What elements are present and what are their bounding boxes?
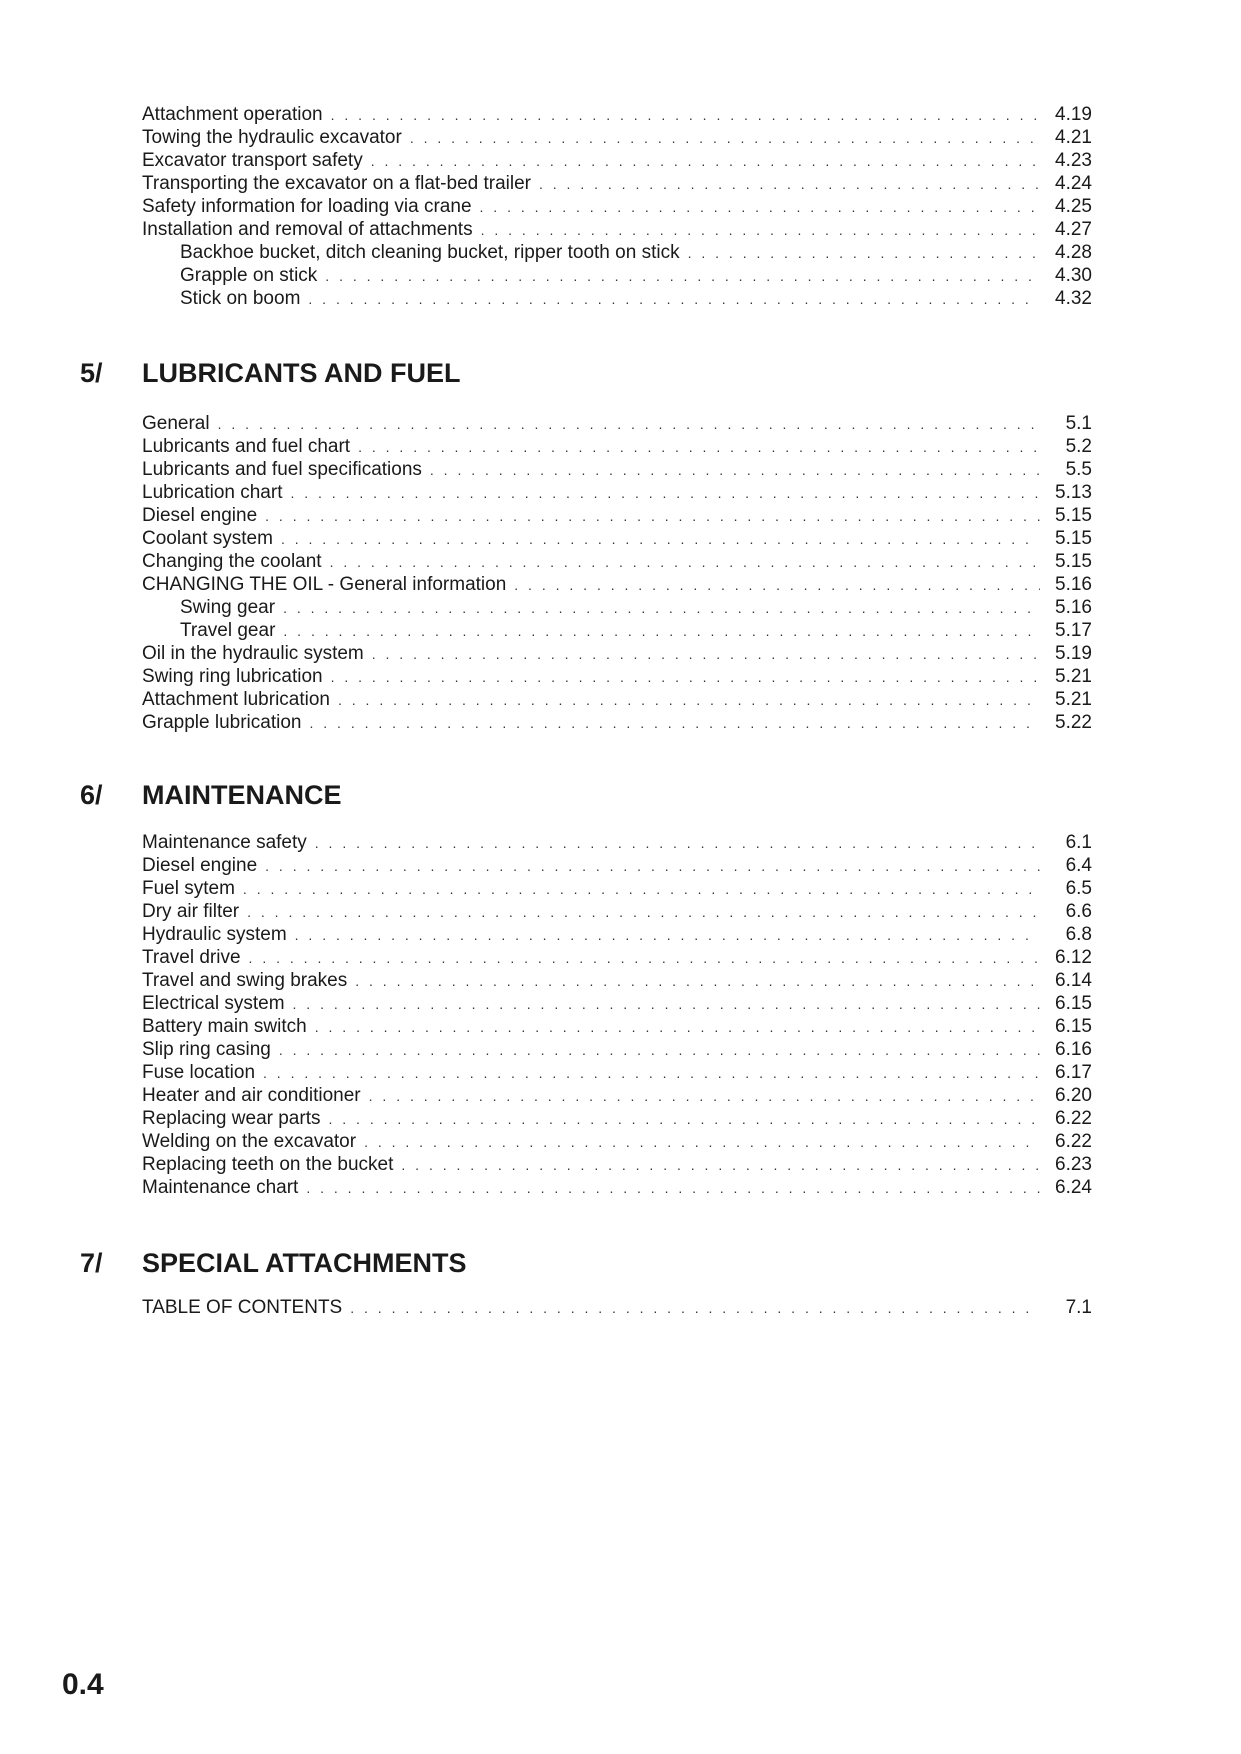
toc-entry-title: Towing the hydraulic excavator	[142, 127, 402, 148]
toc-entry	[142, 877, 1092, 900]
toc-entry	[142, 126, 1092, 149]
toc-entry-title: Attachment lubrication	[142, 689, 330, 710]
toc-entry	[142, 946, 1092, 969]
toc-entry-title: Grapple on stick	[180, 265, 318, 286]
dot-leader	[315, 832, 1040, 855]
dot-leader	[283, 597, 1040, 620]
toc-entry-title: Travel and swing brakes	[142, 970, 348, 991]
toc-entry	[142, 218, 1092, 241]
toc-entry	[142, 711, 1092, 734]
toc-subentry	[142, 287, 1092, 310]
dot-leader	[430, 459, 1040, 482]
toc-entry-title: Safety information for loading via crane	[142, 196, 472, 217]
toc-entry	[142, 923, 1092, 946]
toc-entry-title: Heater and air conditioner	[142, 1085, 361, 1106]
toc-entry-page: 7.1	[1065, 1297, 1092, 1318]
dot-leader	[265, 505, 1040, 528]
toc-entry-title: Fuse location	[142, 1062, 256, 1083]
toc-entry-title: Slip ring casing	[142, 1039, 271, 1060]
toc-entry	[142, 527, 1092, 550]
toc-entry-page: 6.4	[1065, 855, 1092, 876]
toc-entry-page: 6.22	[1055, 1108, 1092, 1129]
section-number: 7/	[80, 1248, 103, 1278]
toc-entry	[142, 900, 1092, 923]
toc-entry	[142, 1084, 1092, 1107]
toc-entry	[142, 1038, 1092, 1061]
toc-entry-title: Swing gear	[180, 597, 276, 618]
toc-entry-page: 6.24	[1055, 1177, 1092, 1198]
toc-entry	[142, 458, 1092, 481]
toc-entry-title: TABLE OF CONTENTS	[142, 1297, 343, 1318]
dot-leader	[249, 947, 1040, 970]
toc-entry-title: Maintenance chart	[142, 1177, 299, 1198]
toc-entry-title: Lubrication chart	[142, 482, 283, 503]
toc-entry	[142, 854, 1092, 877]
dot-leader	[358, 436, 1040, 459]
toc-entry-title: Lubricants and fuel specifications	[142, 459, 422, 480]
toc-entry	[142, 504, 1092, 527]
dot-leader	[309, 712, 1040, 735]
dot-leader	[293, 993, 1040, 1016]
toc-entry-page: 4.24	[1055, 173, 1092, 194]
toc-entry-title: Oil in the hydraulic system	[142, 643, 364, 664]
toc-entry-page: 5.15	[1055, 551, 1092, 572]
toc-entry-page: 6.12	[1055, 947, 1092, 968]
toc-subentry	[142, 596, 1092, 619]
toc-entry-title: Maintenance safety	[142, 832, 307, 853]
toc-entry	[142, 1153, 1092, 1176]
toc-entry	[142, 688, 1092, 711]
toc-entry-page: 5.15	[1055, 528, 1092, 549]
toc-entry-page: 6.1	[1065, 832, 1092, 853]
dot-leader	[279, 1039, 1040, 1062]
toc-entry-title: General	[142, 413, 210, 434]
dot-leader	[480, 196, 1040, 219]
toc-entry-title: Replacing wear parts	[142, 1108, 321, 1129]
toc-entry	[142, 1296, 1092, 1319]
toc-entry-title: CHANGING THE OIL - General information	[142, 574, 507, 595]
dot-leader	[247, 901, 1040, 924]
toc-entry	[142, 412, 1092, 435]
dot-leader	[265, 855, 1040, 878]
dot-leader	[290, 482, 1040, 505]
toc-entry-page: 4.21	[1055, 127, 1092, 148]
toc-entry-title: Transporting the excavator on a flat-bed trailer	[142, 173, 531, 194]
toc-entry-page: 5.1	[1065, 413, 1092, 434]
toc-entry-title: Stick on boom	[180, 288, 301, 309]
dot-leader	[306, 1177, 1040, 1200]
dot-leader	[514, 574, 1040, 597]
dot-leader	[331, 104, 1040, 127]
dot-leader	[364, 1131, 1040, 1154]
toc-entry-page: 5.13	[1055, 482, 1092, 503]
toc-list-section-5	[142, 412, 1092, 734]
toc-entry	[142, 573, 1092, 596]
toc-list-section-6	[142, 831, 1092, 1199]
toc-entry-title: Diesel engine	[142, 855, 258, 876]
toc-entry	[142, 195, 1092, 218]
page-number: 0.4	[62, 1668, 104, 1701]
toc-entry	[142, 149, 1092, 172]
dot-leader	[330, 551, 1040, 574]
toc-entry-page: 5.17	[1055, 620, 1092, 641]
toc-entry-title: Travel gear	[180, 620, 276, 641]
toc-entry	[142, 1015, 1092, 1038]
toc-entry-page: 4.23	[1055, 150, 1092, 171]
toc-entry-title: Attachment operation	[142, 104, 323, 125]
toc-entry-page: 4.32	[1055, 288, 1092, 309]
dot-leader	[331, 666, 1040, 689]
toc-entry-title: Lubricants and fuel chart	[142, 436, 351, 457]
section-title: MAINTENANCE	[142, 780, 342, 810]
toc-entry	[142, 1107, 1092, 1130]
toc-entry	[142, 481, 1092, 504]
toc-entry-title: Swing ring lubrication	[142, 666, 323, 687]
toc-entry-page: 6.15	[1055, 993, 1092, 1014]
section-heading-6	[80, 780, 342, 811]
toc-entry-page: 4.27	[1055, 219, 1092, 240]
section-number: 6/	[80, 780, 103, 810]
toc-list-section-4-continued	[142, 103, 1092, 310]
toc-subentry	[142, 619, 1092, 642]
section-heading-5	[80, 358, 460, 389]
toc-entry-page: 5.19	[1055, 643, 1092, 664]
dot-leader	[539, 173, 1040, 196]
toc-entry-title: Hydraulic system	[142, 924, 287, 945]
dot-leader	[243, 878, 1040, 901]
toc-entry-page: 6.15	[1055, 1016, 1092, 1037]
dot-leader	[295, 924, 1040, 947]
toc-entry-page: 5.15	[1055, 505, 1092, 526]
toc-entry-page: 4.19	[1055, 104, 1092, 125]
toc-entry-page: 4.30	[1055, 265, 1092, 286]
dot-leader	[328, 1108, 1040, 1131]
toc-entry-page: 4.28	[1055, 242, 1092, 263]
toc-entry-page: 5.21	[1055, 689, 1092, 710]
dot-leader	[308, 288, 1040, 311]
toc-entry-page: 5.16	[1055, 574, 1092, 595]
toc-entry	[142, 435, 1092, 458]
dot-leader	[315, 1016, 1040, 1039]
toc-entry-title: Backhoe bucket, ditch cleaning bucket, ripper tooth on stick	[180, 242, 680, 263]
toc-entry	[142, 1176, 1092, 1199]
toc-entry	[142, 969, 1092, 992]
toc-entry-page: 6.5	[1065, 878, 1092, 899]
dot-leader	[371, 150, 1040, 173]
toc-entry-title: Coolant system	[142, 528, 273, 549]
toc-entry-page: 4.25	[1055, 196, 1092, 217]
toc-subentry	[142, 241, 1092, 264]
dot-leader	[338, 689, 1040, 712]
section-number: 5/	[80, 358, 103, 388]
toc-entry-title: Excavator transport safety	[142, 150, 363, 171]
toc-entry-title: Electrical system	[142, 993, 285, 1014]
section-title: LUBRICANTS AND FUEL	[142, 358, 461, 388]
toc-entry	[142, 550, 1092, 573]
toc-entry-page: 5.16	[1055, 597, 1092, 618]
toc-entry-page: 6.20	[1055, 1085, 1092, 1106]
dot-leader	[281, 528, 1040, 551]
toc-entry	[142, 992, 1092, 1015]
dot-leader	[355, 970, 1040, 993]
dot-leader	[401, 1154, 1040, 1177]
dot-leader	[325, 265, 1040, 288]
toc-entry-page: 5.5	[1065, 459, 1092, 480]
toc-entry-page: 6.17	[1055, 1062, 1092, 1083]
toc-entry-title: Travel drive	[142, 947, 241, 968]
toc-entry-page: 5.22	[1055, 712, 1092, 733]
section-title: SPECIAL ATTACHMENTS	[142, 1248, 467, 1278]
toc-entry-title: Battery main switch	[142, 1016, 307, 1037]
toc-entry	[142, 1130, 1092, 1153]
toc-entry	[142, 642, 1092, 665]
toc-entry-page: 6.22	[1055, 1131, 1092, 1152]
toc-entry-page: 6.14	[1055, 970, 1092, 991]
toc-entry-title: Installation and removal of attachments	[142, 219, 473, 240]
toc-entry-title: Dry air filter	[142, 901, 240, 922]
toc-entry-page: 6.6	[1065, 901, 1092, 922]
toc-entry-title: Diesel engine	[142, 505, 258, 526]
toc-list-section-7	[142, 1296, 1092, 1319]
dot-leader	[283, 620, 1040, 643]
toc-entry-page: 6.8	[1065, 924, 1092, 945]
toc-entry	[142, 172, 1092, 195]
dot-leader	[481, 219, 1040, 242]
toc-entry-title: Changing the coolant	[142, 551, 322, 572]
toc-entry	[142, 665, 1092, 688]
dot-leader	[263, 1062, 1040, 1085]
toc-entry-page: 5.21	[1055, 666, 1092, 687]
dot-leader	[372, 643, 1040, 666]
dot-leader	[369, 1085, 1040, 1108]
dot-leader	[350, 1297, 1040, 1320]
toc-entry-title: Welding on the excavator	[142, 1131, 357, 1152]
toc-entry	[142, 831, 1092, 854]
toc-entry	[142, 103, 1092, 126]
toc-entry-page: 6.16	[1055, 1039, 1092, 1060]
toc-entry-title: Replacing teeth on the bucket	[142, 1154, 394, 1175]
toc-entry-page: 6.23	[1055, 1154, 1092, 1175]
dot-leader	[218, 413, 1040, 436]
toc-entry	[142, 1061, 1092, 1084]
dot-leader	[688, 242, 1040, 265]
dot-leader	[410, 127, 1040, 150]
toc-entry-title: Grapple lubrication	[142, 712, 302, 733]
toc-entry-page: 5.2	[1065, 436, 1092, 457]
section-heading-7	[80, 1248, 467, 1279]
toc-entry-title: Fuel sytem	[142, 878, 235, 899]
toc-subentry	[142, 264, 1092, 287]
